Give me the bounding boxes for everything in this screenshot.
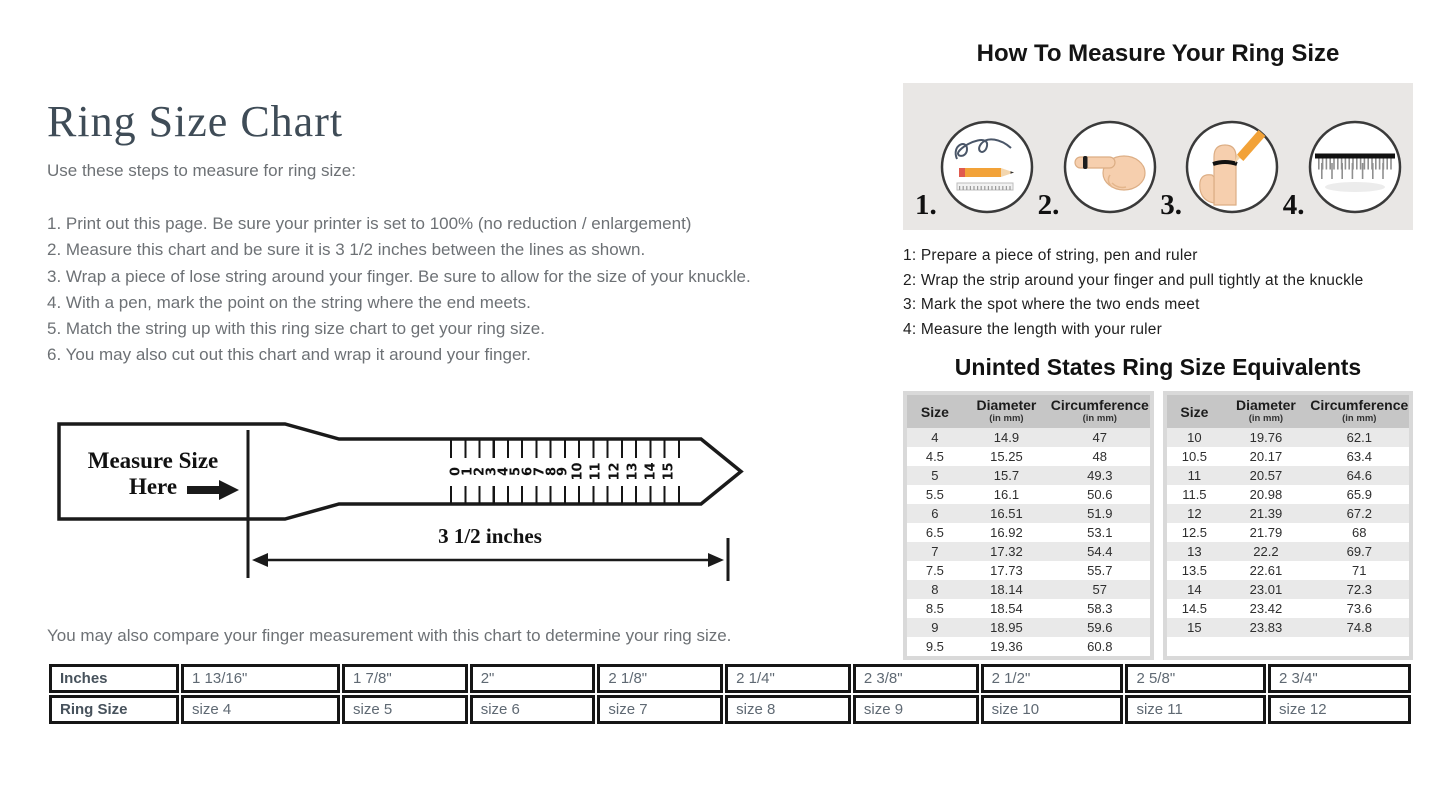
inches-row-label: Inches [49,664,179,693]
table-row: 11 20.57 64.6 [1167,466,1410,485]
intro-text: Use these steps to measure for ring size: [47,161,356,180]
equivalents-table-right-frame [1163,391,1414,660]
inches-value: 2 1/2" [981,664,1124,693]
scale-number: 8 [543,466,559,477]
equiv-right-body [1167,428,1410,637]
table-row: 8 18.14 57 [907,580,1150,599]
illustration-number-2: 2. [1037,189,1060,221]
table-row: 14.5 23.42 73.6 [1181,601,1372,616]
how-to-step-line: 1: Prepare a piece of string, pen and ruler [903,247,1198,264]
equivalents-table-left-frame [903,391,1154,660]
measure-size-here-label: Measure Size Here [87,448,219,499]
step-line: 5. Match the string up with this ring size chart to get your ring size. [47,319,545,339]
dimension-label: 3 1/2 inches [438,524,542,548]
scale-number: 11 [589,462,605,481]
how-to-steps-list [903,244,1413,342]
illustration-number-1: 1. [915,189,937,221]
table-row: 5 15.7 49.3 [907,466,1150,485]
scale-number: 3 [484,466,500,477]
inches-value: 2 3/4" [1268,664,1411,693]
table-row: 7 17.32 54.4 [907,542,1150,561]
table-row: 4 14.9 47 [907,428,1150,447]
ring-size-value: size 7 [597,695,723,724]
sizer-scale-numbers [450,456,678,487]
table-row: 15 23.83 74.8 [1167,618,1410,637]
scale-number: 13 [625,462,641,481]
table-row: 11.5 20.98 65.9 [1182,487,1372,502]
table-row: 13 22.2 69.7 [1167,542,1410,561]
table-row: 10.5 20.17 63.4 [1181,449,1372,464]
equiv-header-cell: Circumference (in mm) [1050,395,1149,428]
inches-value: 2 1/8" [597,664,723,693]
table-row: 10 19.76 62.1 [1167,428,1410,447]
step-line: 3. Wrap a piece of lose string around your finger. Be sure to allow for the size of your knuckle. [47,266,751,286]
equiv-left-body [907,428,1150,656]
scale-number: 10 [570,462,586,481]
equiv-header-row [1167,395,1410,428]
how-to-title: How To Measure Your Ring Size [976,40,1340,67]
ring-size-value: size 9 [853,695,979,724]
ring-size-value: size 11 [1125,695,1266,724]
table-row: 8.5 18.54 58.3 [925,601,1113,616]
step-line: 1. Print out this page. Be sure your printer is set to 100% (no reduction / enlargement) [47,214,692,233]
page-title: Ring Size Chart [47,97,344,146]
inches-value: 1 13/16" [181,664,340,693]
equivalents-table-right [1167,395,1410,637]
scale-number: 6 [520,466,536,477]
inches-value: 2" [470,664,596,693]
scale-number: 14 [643,462,659,481]
measure-ruler-icon [1307,119,1403,215]
equiv-header-row [907,395,1150,428]
table-row: 4.5 15.25 48 [925,449,1108,464]
ring-size-value: size 8 [725,695,851,724]
scale-number: 0 [448,466,464,477]
inches-to-ring-size-table [47,662,1413,726]
inches-row [49,664,1411,693]
ring-size-value: size 5 [342,695,468,724]
equiv-header-cell: Diameter (in mm) [963,395,1050,428]
table-row: 12.5 21.79 68 [1181,525,1367,540]
ring-size-value: size 6 [470,695,596,724]
table-row: 13.5 22.61 71 [1181,563,1367,578]
how-to-step-line: 2: Wrap the strip around your finger and pull tightly at the knuckle [903,271,1364,289]
step-line: 6. You may also cut out this chart and wrap it around your finger. [47,345,531,365]
inches-value: 2 3/8" [853,664,979,693]
table-row: 5.5 16.1 50.6 [925,487,1113,502]
compare-note: You may also compare your finger measurement with this chart to determine your ring size. [47,626,732,645]
table-row: 7.5 17.73 55.7 [925,563,1113,578]
mark-string-pencil-icon [1184,119,1280,215]
illustration-panel [903,83,1413,230]
equiv-header-cell: Circumference (in mm) [1310,395,1409,428]
step-line: 4. With a pen, mark the point on the string where the end meets. [47,292,531,312]
how-to-step-line: 3: Mark the spot where the two ends meet [903,296,1200,313]
scale-number: 9 [555,466,571,477]
table-row: 12 21.39 67.2 [1167,504,1410,523]
ring-size-value: size 10 [981,695,1124,724]
equivalents-table-left [907,395,1150,656]
illustration-number-4: 4. [1282,189,1305,221]
string-around-finger-icon [1062,119,1158,215]
equiv-header-cell: Size [1167,395,1223,428]
scale-number: 4 [496,466,512,477]
scale-number: 12 [607,462,623,481]
table-row: 9 18.95 59.6 [907,618,1150,637]
table-row: 14 23.01 72.3 [1167,580,1410,599]
scale-number: 15 [661,462,677,481]
scale-number: 2 [472,466,488,477]
illustration-number-3: 3. [1160,189,1182,221]
inches-value: 2 1/4" [725,664,851,693]
table-row: 6.5 16.92 53.1 [925,525,1113,540]
ring-size-value: size 4 [181,695,340,724]
ring-size-value: size 12 [1268,695,1411,724]
inches-value: 2 5/8" [1125,664,1266,693]
how-to-section [903,40,1413,660]
scale-number: 1 [460,466,476,477]
how-to-step-line: 4: Measure the length with your ruler [903,320,1162,338]
scale-number: 5 [508,466,524,477]
equivalents-title: Uninted States Ring Size Equivalents [954,354,1362,380]
equiv-header-cell: Diameter (in mm) [1222,395,1309,428]
step-line: 2. Measure this chart and be sure it is 3 1/2 inches between the lines as shown. [47,240,646,260]
equiv-header-cell: Size [907,395,963,428]
scale-number: 7 [532,466,548,477]
table-row: 9.5 19.36 60.8 [925,639,1113,654]
string-pen-ruler-icon [939,119,1035,215]
table-row: 6 16.51 51.9 [907,504,1150,523]
ring-size-row [49,695,1411,724]
scale-ticks-bottom [450,486,680,504]
measure-steps-list [47,211,847,369]
ring-size-row-label: Ring Size [49,695,179,724]
equivalents-tables [903,391,1413,660]
inches-value: 1 7/8" [342,664,468,693]
ring-sizer-diagram [55,418,745,600]
